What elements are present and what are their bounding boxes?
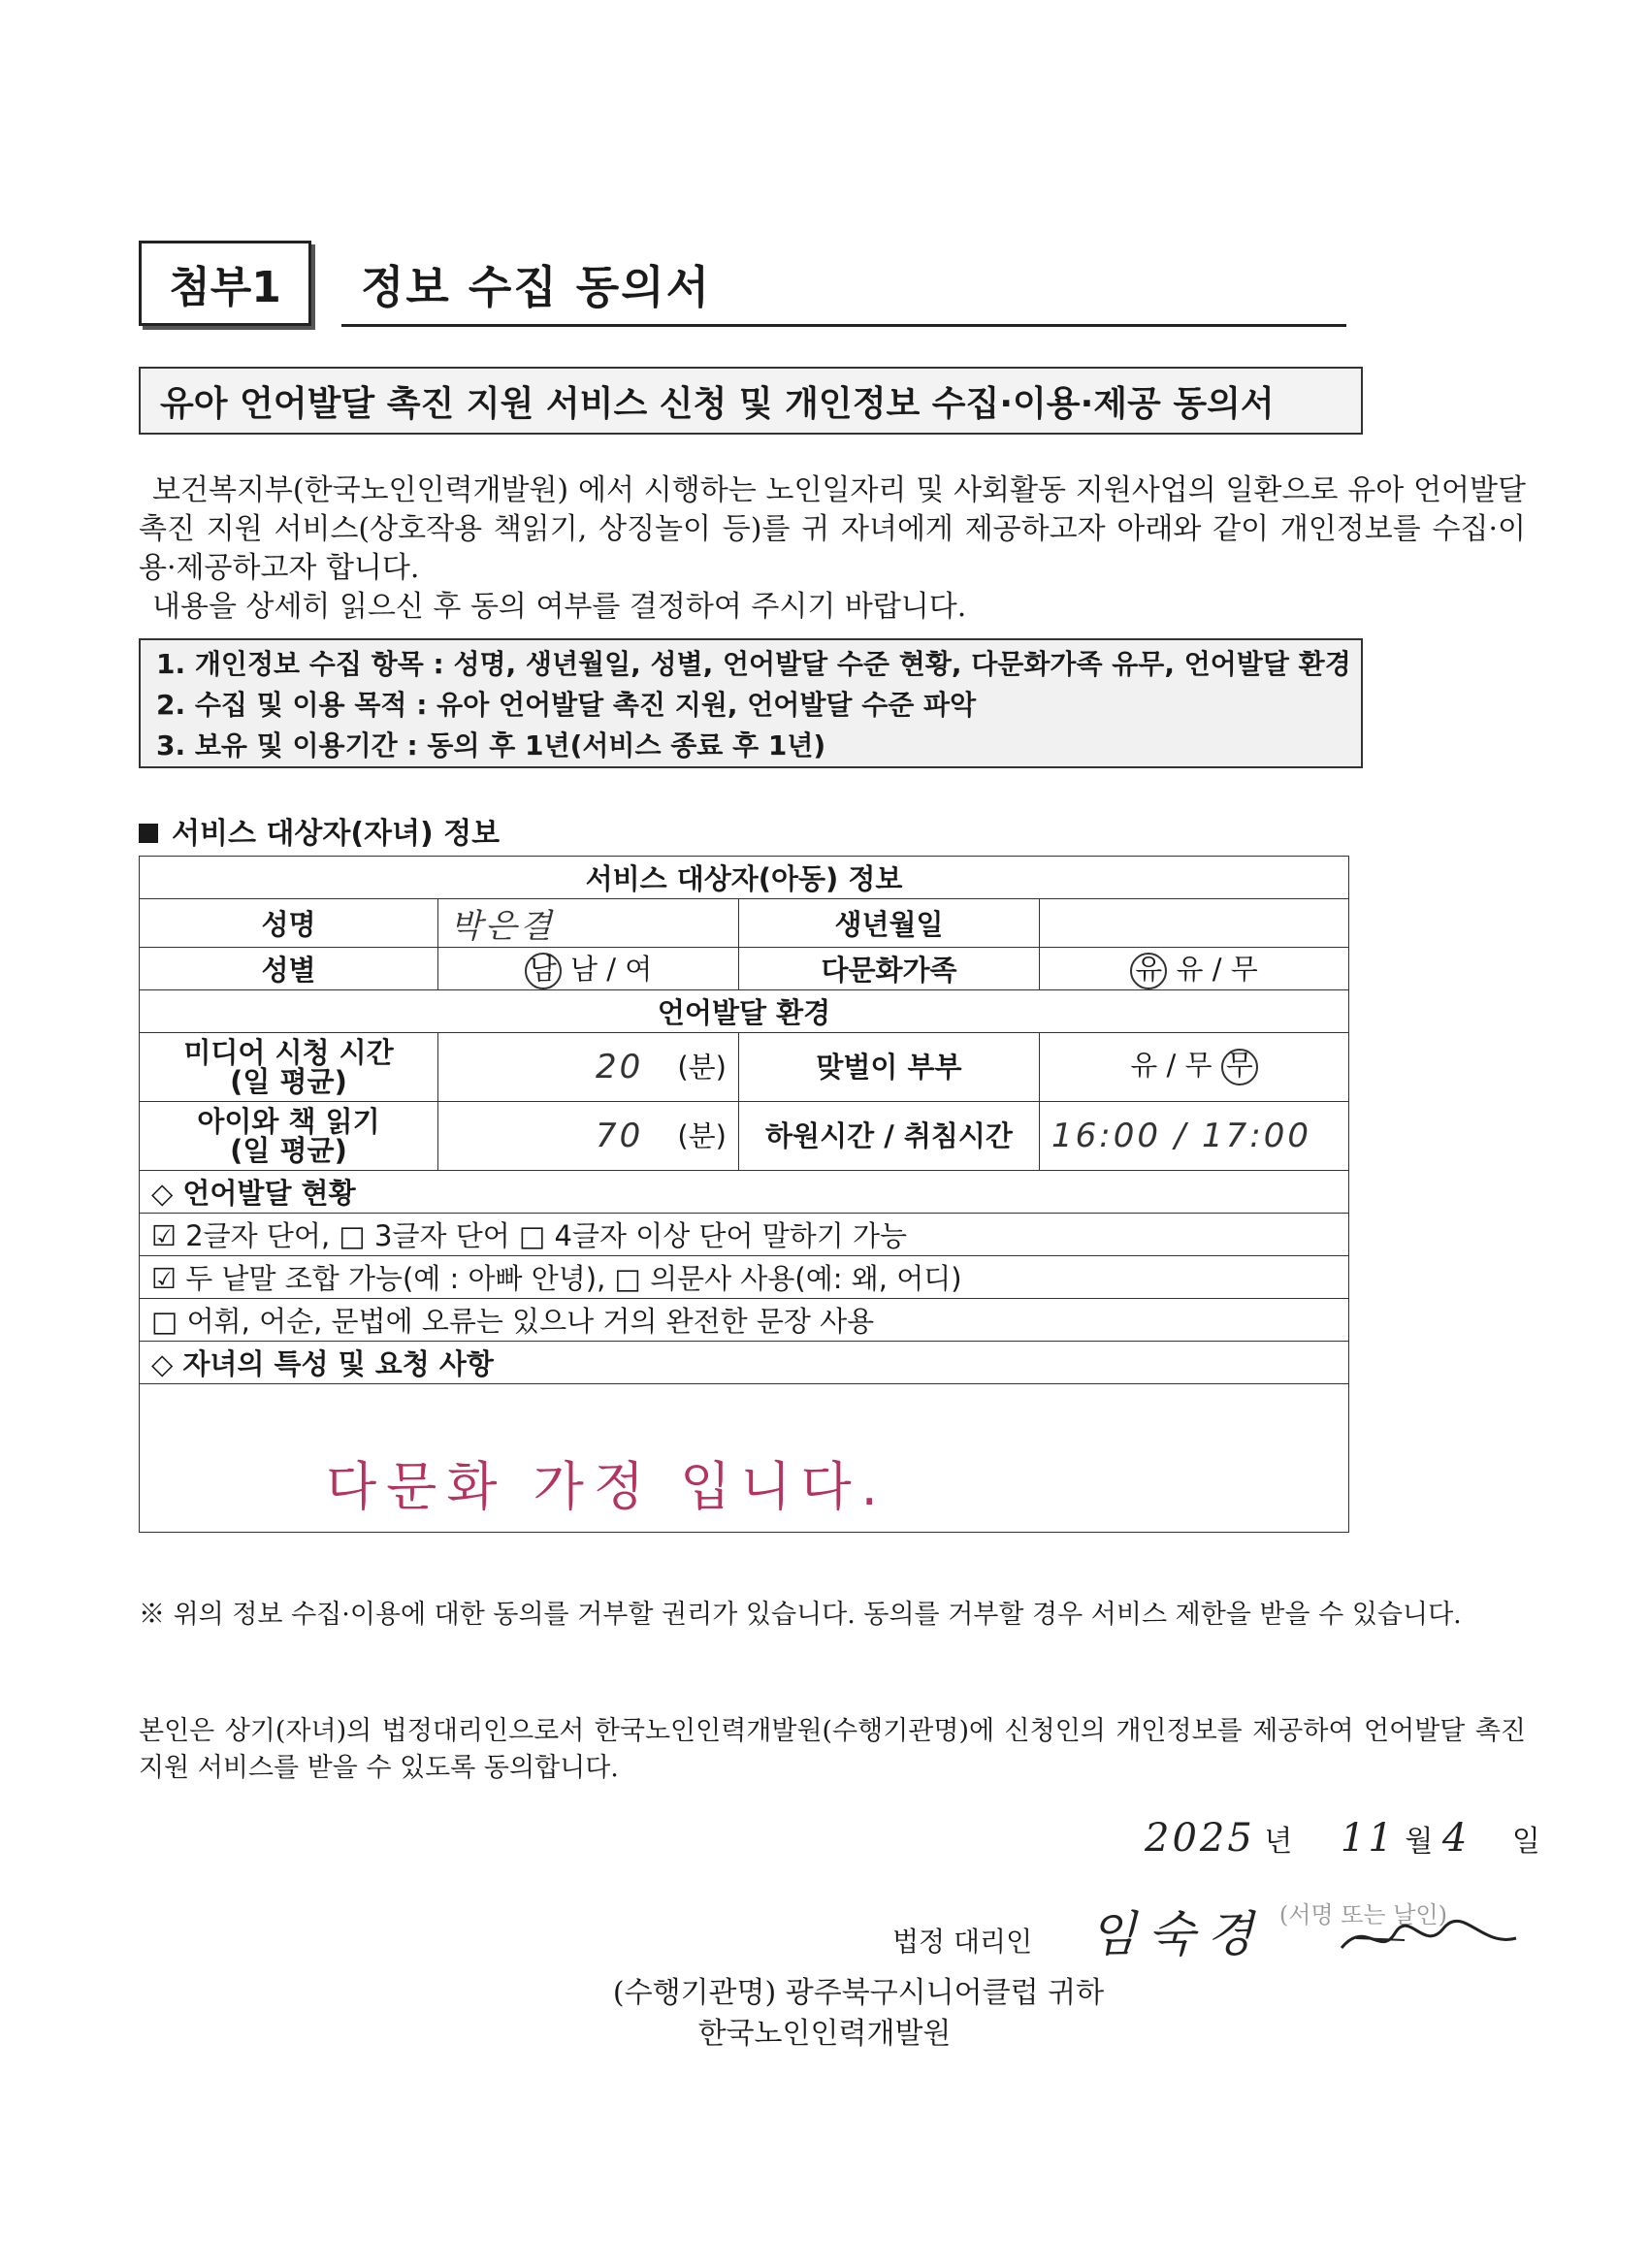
sex-choice[interactable] [438, 948, 739, 990]
collection-item: 2. 수집 및 이용 목적 : 유아 언어발달 촉진 지원, 언어발달 수준 파악 [156, 689, 977, 721]
reading-label-line2: (일 평균) [230, 1134, 347, 1167]
refusal-notice: ※ 위의 정보 수집·이용에 대한 동의를 거부할 권리가 있습니다. 동의를 거부할 경우 서비스 제한을 받을 수 있습니다. [139, 1600, 1462, 1630]
date-row [1145, 1816, 1540, 1861]
lang-status-header: ◇ 언어발달 현황 [140, 1171, 1349, 1214]
consent-statement: 본인은 상기(자녀)의 법정대리인으로서 한국노인인력개발원(수행기관명)에 신청인의 개인정보를 제공하여 언어발달 촉진 지원 서비스를 받을 수 있도록 동의합니다. [139, 1716, 1526, 1783]
name-value: 박은결 [450, 907, 555, 946]
date-day[interactable]: 4 [1441, 1816, 1471, 1861]
birth-label: 생년월일 [739, 899, 1040, 948]
signature-scribble-icon [1337, 1909, 1521, 1967]
multicultural-choice[interactable] [1040, 948, 1349, 990]
sex-label: 성별 [140, 948, 438, 990]
footer-recipient: (수행기관명) 광주북구시니어클럽 귀하 [612, 1976, 1105, 2010]
lang-status-row-2[interactable]: ☑ 두 낱말 조합 가능(예 : 아빠 안녕), □ 의문사 사용(예: 왜, 어디) [140, 1256, 1349, 1299]
traits-header: ◇ 자녀의 특성 및 요청 사항 [140, 1342, 1349, 1384]
multicultural-options: 유 / 무 [1176, 953, 1258, 986]
section-title [139, 809, 500, 852]
legal-agent-label: 법정 대리인 [892, 1926, 1033, 1958]
selected-circle-mark: 유 [1130, 953, 1167, 989]
date-month[interactable]: 11 [1340, 1816, 1396, 1861]
media-label-line1: 미디어 시청 시간 [183, 1036, 394, 1069]
name-field[interactable] [438, 899, 739, 948]
env-header: 언어발달 환경 [140, 990, 1349, 1033]
date-year[interactable]: 2025 [1145, 1816, 1255, 1861]
collection-item: 3. 보유 및 이용기간 : 동의 후 1년(서비스 종료 후 1년) [156, 729, 826, 761]
reading-value: 70 [596, 1116, 644, 1155]
traits-field[interactable] [140, 1384, 1349, 1533]
intro-text [139, 471, 1526, 627]
legal-agent-name[interactable]: 임숙경 [1089, 1906, 1265, 1962]
title-underline [341, 324, 1346, 327]
media-unit: (분) [677, 1050, 727, 1084]
signature-note: (서명 또는 날인) [1278, 1901, 1447, 1928]
table-header: 서비스 대상자(아동) 정보 [140, 857, 1349, 899]
multicultural-label: 다문화가족 [739, 948, 1040, 990]
birth-field[interactable] [1040, 899, 1349, 948]
attachment-label: 첨부1 [139, 241, 311, 326]
reading-label [140, 1102, 438, 1171]
media-field[interactable] [438, 1033, 739, 1102]
collection-items-box [139, 638, 1363, 768]
square-bullet-icon [139, 824, 158, 843]
collection-item: 1. 개인정보 수집 항목 : 성명, 생년월일, 성별, 언어발달 수준 현황, 다문화가족 유무, 언어발달 환경 [156, 648, 1351, 680]
media-label-line2: (일 평균) [230, 1065, 347, 1098]
footer [0, 1973, 1649, 2055]
pickup-label: 하원시간 / 취침시간 [739, 1102, 1040, 1171]
section-title-text: 서비스 대상자(자녀) 정보 [172, 817, 501, 851]
date-year-unit: 년 [1264, 1825, 1293, 1859]
pickup-value: 16:00 / 17:00 [1051, 1116, 1312, 1155]
sex-options: 남 / 여 [569, 953, 653, 986]
intro-paragraph-2: 내용을 상세히 읽으신 후 동의 여부를 결정하여 주시기 바랍니다. [152, 590, 967, 624]
dual-income-label: 맞벌이 부부 [739, 1033, 1040, 1102]
reading-unit: (분) [677, 1118, 727, 1152]
document-title: 정보 수집 동의서 [361, 261, 712, 313]
traits-value: 다문화 가정 입니다. [326, 1456, 888, 1517]
form-subtitle: 유아 언어발달 촉진 지원 서비스 신청 및 개인정보 수집·이용·제공 동의서 [139, 367, 1363, 435]
child-info-table [139, 856, 1349, 1533]
reading-label-line1: 아이와 책 읽기 [197, 1105, 380, 1138]
media-label [140, 1033, 438, 1102]
dual-income-choice[interactable] [1040, 1033, 1349, 1102]
name-label: 성명 [140, 899, 438, 948]
dual-income-options: 유 / 무 [1130, 1049, 1212, 1082]
pickup-field[interactable] [1040, 1102, 1349, 1171]
footer-organization: 한국노인인력개발원 [697, 2017, 952, 2051]
lang-status-row-3[interactable]: □ 어휘, 어순, 문법에 오류는 있으나 거의 완전한 문장 사용 [140, 1299, 1349, 1342]
date-month-unit: 월 [1405, 1825, 1434, 1859]
intro-paragraph-1: 보건복지부(한국노인인력개발원) 에서 시행하는 노인일자리 및 사회활동 지원사업의 일환으로 유아 언어발달 촉진 지원 서비스(상호작용 책읽기, 상징놀이 등)를 귀 자녀에게 제공하고자 아래와 같이 개인정보를 수집·이용·제공하고자 합니다. [139, 473, 1526, 585]
date-day-unit: 일 [1511, 1825, 1540, 1859]
media-value: 20 [596, 1047, 644, 1086]
selected-circle-mark: 남 [525, 953, 562, 989]
lang-status-row-1[interactable]: ☑ 2글자 단어, □ 3글자 단어 □ 4글자 이상 단어 말하기 가능 [140, 1214, 1349, 1256]
selected-circle-mark: 무 [1221, 1049, 1258, 1085]
reading-field[interactable] [438, 1102, 739, 1171]
